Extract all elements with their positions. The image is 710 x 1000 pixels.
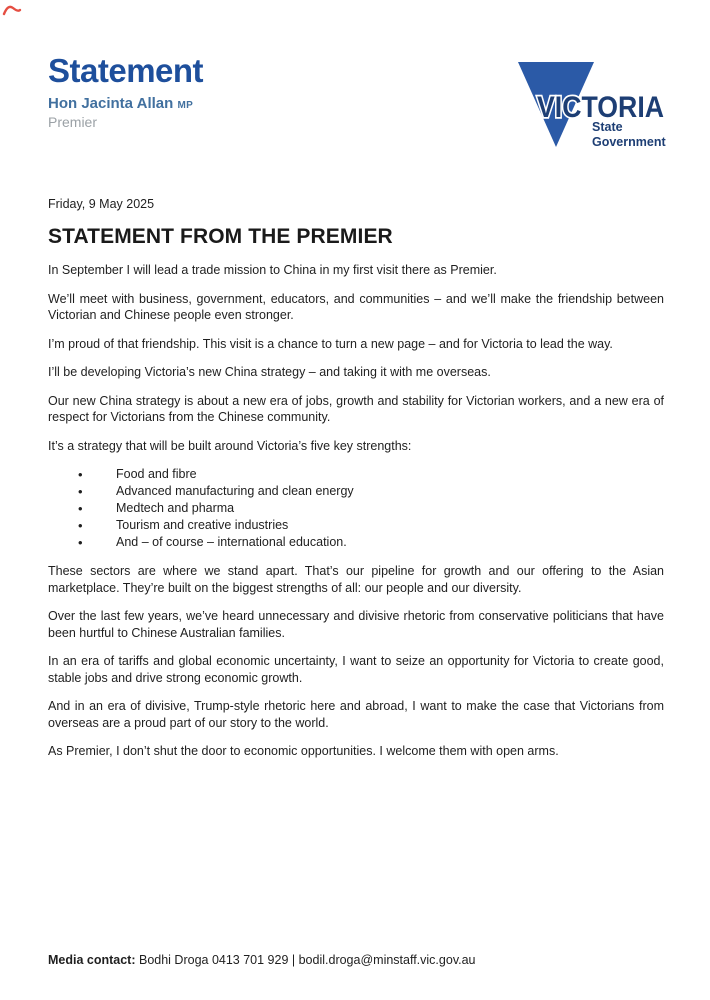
logo-sub-line2: Government	[592, 135, 666, 149]
author-name: Hon Jacinta Allan	[48, 94, 174, 112]
paragraph: These sectors are where we stand apart. That’s our pipeline for growth and our offering to the Asian marketplace. They’re built on the biggest strengths of all: our people and our diversity.	[48, 564, 664, 595]
victoria-state-government-logo	[516, 57, 666, 151]
list-item: • Food and fibre	[78, 466, 664, 483]
paragraph: I’m proud of that friendship. This visit is a chance to turn a new page – and for Victoria to lead the way.	[48, 336, 613, 351]
document-body	[48, 196, 664, 772]
key-strengths-list	[48, 466, 664, 551]
media-contact-footer	[48, 953, 664, 967]
paragraph: In an era of tariffs and global economic uncertainty, I want to seize an opportunity for Victoria to create good, stable jobs and drive strong economic growth.	[48, 654, 664, 685]
list-item: • Medtech and pharma	[78, 500, 664, 517]
logo-sub-line1: State	[592, 120, 623, 134]
corner-scribble-mark	[2, 2, 22, 25]
masthead-title: Statement	[48, 52, 204, 89]
masthead-role: Premier	[48, 114, 98, 131]
paragraph: Our new China strategy is about a new era of jobs, growth and stability for Victorian workers, and a new era of respect for Victorians from the Chinese community.	[48, 393, 664, 424]
list-item: • And – of course – international education.	[78, 534, 664, 551]
media-contact-value: Bodhi Droga 0413 701 929 | bodil.droga@minstaff.vic.gov.au	[135, 953, 476, 967]
date-line: Friday, 9 May 2025	[48, 197, 155, 211]
paragraph: We’ll meet with business, government, educators, and communities – and we’ll make the friendship between Victorian and Chinese people even stronger.	[48, 291, 664, 322]
list-item: • Advanced manufacturing and clean energy	[78, 483, 664, 500]
list-item: • Tourism and creative industries	[78, 517, 664, 534]
paragraph: And in an era of divisive, Trump-style rhetoric here and abroad, I want to make the case that Victorians from overseas are a proud part of our story to the world.	[48, 699, 664, 730]
masthead	[48, 54, 203, 130]
author-suffix: MP	[177, 99, 194, 111]
paragraph: In September I will lead a trade mission to China in my first visit there as Premier.	[48, 263, 497, 277]
logo-brand-text: VICTORIA	[537, 91, 664, 124]
paragraph: As Premier, I don’t shut the door to economic opportunities. I welcome them with open arms.	[48, 744, 559, 758]
paragraph: I’ll be developing Victoria’s new China strategy – and taking it with me overseas.	[48, 365, 491, 379]
document-heading: STATEMENT FROM THE PREMIER	[48, 224, 393, 248]
masthead-author	[48, 96, 203, 113]
paragraph: It’s a strategy that will be built around Victoria’s five key strengths:	[48, 438, 412, 453]
paragraph: Over the last few years, we’ve heard unnecessary and divisive rhetoric from conservative politicians that have been hurtful to Chinese Australian families.	[48, 609, 664, 640]
media-contact-label: Media contact:	[48, 953, 136, 967]
